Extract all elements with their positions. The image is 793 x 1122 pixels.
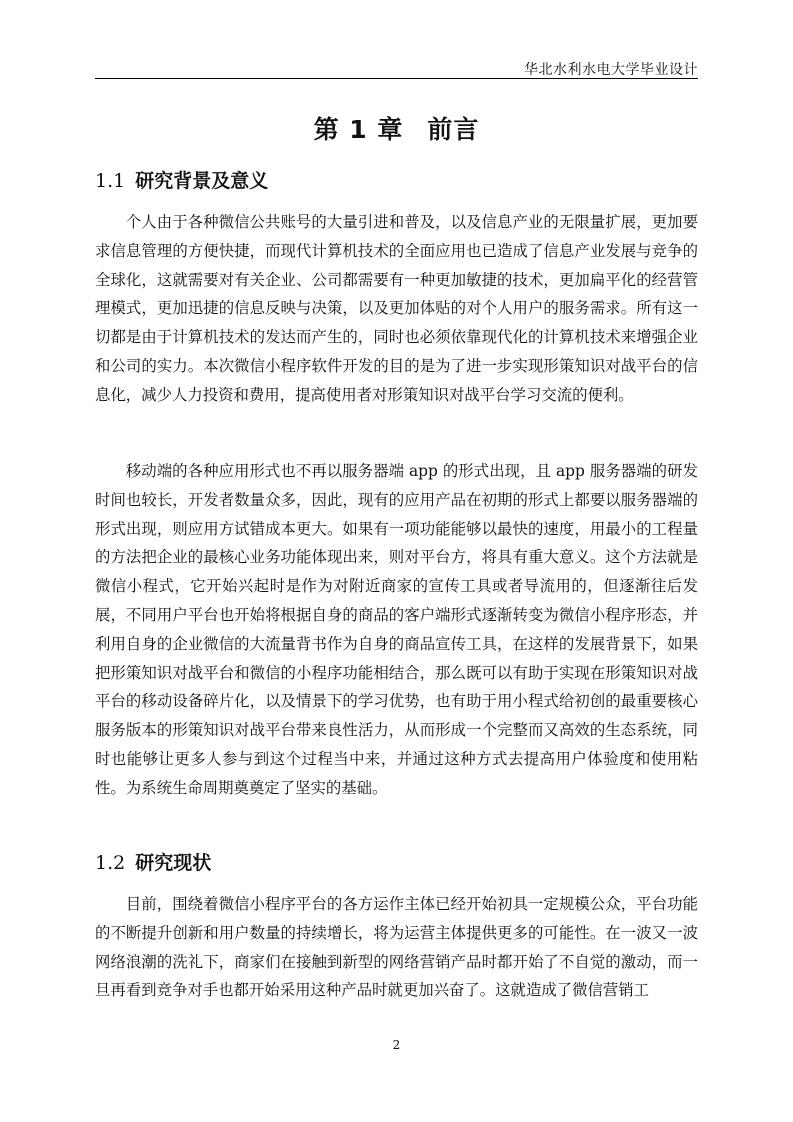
page-number: 2 [392,1038,401,1052]
paragraph: 移动端的各种应用形式也不再以服务器端 app 的形式出现，且 app 服务器端的研发时间也较长，开发者数量众多，因此，现有的应用产品在初期的形式上都要以服务器端的形式出现，则应用方试错成本更大。如果有一项功能能够以最快的速度，用最小的工程量的方法把企业的最核心业务功能体现出来，则对平台方，将具有重大意义。这个方法就是微信小程式，它开始兴起时是作为对附近商家的宣传工具或者导流用的，但逐渐往后发展，不同用户平台也开始将根据自身的商品的客户端形式逐渐转变为微信小程序形态，并利用自身的企业微信的大流量背书作为自身的商品宣传工具，在这样的发展背景下，如果把形策知识对战平台和微信的小程序功能相结合，那么既可以有助于实现在形策知识对战平台的移动设备碎片化，以及情景下的学习优势，也有助于用小程式给初创的最重要核心服务版本的形策知识对战平台带来良性活力，从而形成一个完整而又高效的生态系统，同时也能够让更多人参与到这个过程当中来，并通过这种方式去提高用户体验度和使用粘性。为系统生命周期奠奠定了坚实的基础。 [95,462,698,797]
section-number: 1.1 [95,170,126,192]
header-rule [95,78,698,79]
section-heading-1-2 [95,848,211,875]
running-header: 华北水利水电大学毕业设计 [524,62,698,78]
section-title: 研究现状 [135,852,212,874]
section-title: 研究背景及意义 [135,170,269,192]
paragraph: 目前，围绕着微信小程序平台的各方运作主体已经开始初具一定规模公众，平台功能的不断提升创新和用户数量的持续增长，将为运营主体提供更多的可能性。在一波又一波网络浪潮的洗礼下，商家们在接触到新型的网络营销产品时都开始了不自觉的激动，而一旦再看到竞争对手也都开始采用这种产品时就更加兴奋了。这就造成了微信营销工 [95,895,698,1000]
chapter-name: 前言 [427,115,480,144]
chapter-title [95,110,698,146]
chapter-label: 第 1 章 [313,115,404,144]
paragraph: 个人由于各种微信公共账号的大量引进和普及，以及信息产业的无限量扩展，更加要求信息管理的方便快捷，而现代计算机技术的全面应用也已造成了信息产业发展与竞争的全球化，这就需要对有关企业、公司都需要有一种更加敏捷的技术，更加扁平化的经营管理模式，更加迅捷的信息反映与决策，以及更加体贴的对个人用户的服务需求。所有这一切都是由于计算机技术的发达而产生的，同时也必须依靠现代化的计算机技术来增强企业和公司的实力。本次微信小程序软件开发的目的是为了进一步实现形策知识对战平台的信息化，减少人力投资和费用，提高使用者对形策知识对战平台学习交流的便利。 [95,213,698,404]
section-number: 1.2 [95,852,126,874]
section-heading-1-1 [95,166,268,193]
